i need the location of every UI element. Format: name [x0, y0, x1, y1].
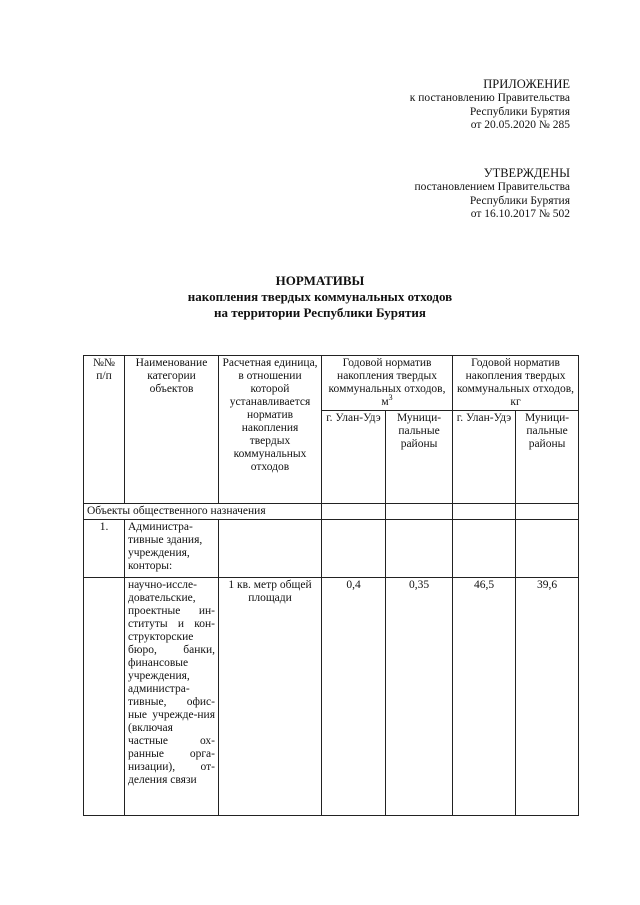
table-row: [84, 520, 579, 578]
section-empty-cell: [516, 504, 579, 520]
header-volume-group: Годовой норматив накопления твердых коммунальных отходов, $м^3$: [322, 356, 453, 411]
section-empty-cell: [453, 504, 516, 520]
appendix-block: [410, 77, 570, 133]
header-unit: Расчетная единица, в отношении которой устанавливается норматив накопления твердых коммунальных отходов: [219, 356, 322, 504]
title-line-3: на территории Республики Бурятия: [214, 305, 426, 320]
row1-empty-cell: [516, 520, 579, 578]
header-mass-municipal: Муници-пальные районы: [516, 411, 579, 504]
row2-mass-ulan-ude: 46,5: [453, 578, 516, 816]
section-empty-cell: [386, 504, 453, 520]
approved-heading: УТВЕРЖДЕНЫ: [483, 166, 570, 180]
document-title: [0, 273, 640, 321]
norms-table: [83, 355, 579, 816]
title-line-1: НОРМАТИВЫ: [275, 273, 365, 288]
appendix-line-2: Республики Бурятия: [469, 105, 570, 118]
header-num: №№ п/п: [84, 356, 125, 504]
approved-block: [414, 166, 570, 222]
row1-category: Администра-тивные здания, учреждения, конторы:: [125, 520, 219, 578]
row2-num: [84, 578, 125, 816]
row1-empty-cell: [322, 520, 386, 578]
section-label: Объекты общественного назначения: [84, 504, 322, 520]
header-mass-group: Годовой норматив накопления твердых коммунальных отходов, кг: [453, 356, 579, 411]
appendix-line-1: к постановлению Правительства: [409, 92, 570, 104]
table-section-row: [84, 504, 579, 520]
row2-volume-municipal: 0,35: [386, 578, 453, 816]
header-mass-ulan-ude: г. Улан-Удэ: [453, 411, 516, 504]
row2-unit: 1 кв. метр общей площади: [219, 578, 322, 816]
row2-mass-municipal: 39,6: [516, 578, 579, 816]
row1-empty-cell: [386, 520, 453, 578]
header-volume-municipal: Муници-пальные районы: [386, 411, 453, 504]
row2-category: научно-иссле-довательские, проектные ин-ституты и кон-структорские бюро, банки, финансовые учреждения, администра-тивные, офис-ные учрежде-ния (включая частные ох-ранные орга-низации), от-деления связи: [125, 578, 219, 816]
approved-line-2: Республики Бурятия: [469, 194, 570, 207]
section-empty-cell: [322, 504, 386, 520]
header-volume-sup: 3: [388, 393, 393, 403]
header-category: Наименование категории объектов: [125, 356, 219, 504]
appendix-heading: ПРИЛОЖЕНИЕ: [483, 77, 570, 91]
row2-volume-ulan-ude: 0,4: [322, 578, 386, 816]
appendix-line-3: от 20.05.2020 № 285: [470, 119, 570, 132]
approved-line-3: от 16.10.2017 № 502: [470, 208, 570, 221]
row1-num: 1.: [84, 520, 125, 578]
approved-line-1: постановлением Правительства: [414, 181, 570, 193]
header-volume-ulan-ude: г. Улан-Удэ: [322, 411, 386, 504]
title-line-2: накопления твердых коммунальных отходов: [187, 289, 453, 304]
row1-empty-cell: [219, 520, 322, 578]
row1-empty-cell: [453, 520, 516, 578]
table-row: [84, 578, 579, 816]
table-header-row: [84, 356, 579, 411]
